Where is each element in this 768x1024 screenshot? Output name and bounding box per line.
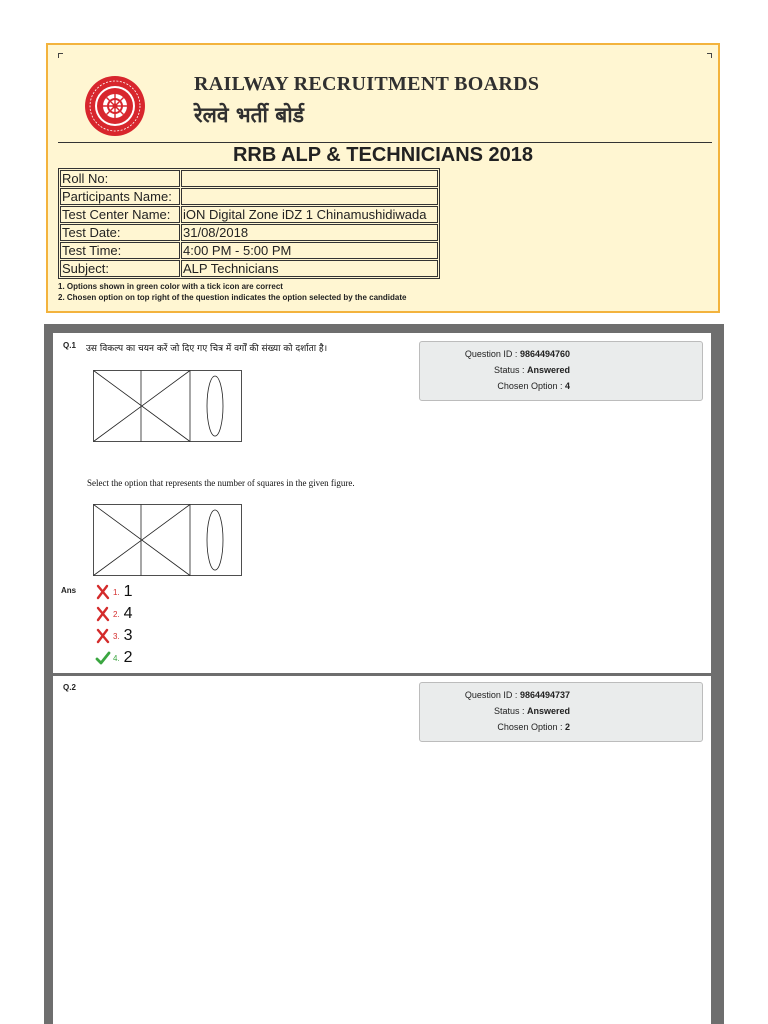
- squares-figure: [93, 370, 243, 442]
- question-id-label: Question ID :: [464, 690, 518, 700]
- participant-name-value: [181, 188, 438, 205]
- table-row: [60, 260, 438, 277]
- question-id-row: [420, 690, 570, 700]
- test-date-label: Test Date:: [60, 224, 180, 241]
- test-date-value: 31/08/2018: [181, 224, 438, 241]
- subject-value: ALP Technicians: [181, 260, 438, 277]
- roll-no-value: [181, 170, 438, 187]
- status-label: Status :: [493, 365, 525, 375]
- question-text-hindi: उस विकल्प का चयन करें जो दिए गए चित्र में वर्गों की संख्या को दर्शाता है।: [86, 344, 328, 354]
- option-value: 4: [123, 605, 133, 622]
- question-card-1: [53, 333, 711, 673]
- answer-option-3: [95, 626, 133, 646]
- status-label: Status :: [493, 706, 525, 716]
- corner-mark: [58, 53, 63, 58]
- exam-title: RRB ALP & TECHNICIANS 2018: [232, 144, 534, 166]
- answer-label: Ans: [61, 586, 77, 595]
- roll-no-label: Roll No:: [60, 170, 180, 187]
- chosen-option-label: Chosen Option :: [497, 722, 563, 732]
- status-row: [420, 706, 570, 716]
- question-text-english: Select the option that represents the number of squares in the given figure.: [87, 478, 355, 488]
- subject-label: Subject:: [60, 260, 180, 277]
- cross-icon: [95, 606, 111, 622]
- corner-mark: [707, 53, 712, 58]
- status-row: [420, 365, 570, 375]
- status-value: Answered: [526, 706, 570, 716]
- question-number: Q.2: [63, 683, 76, 692]
- question-number: Q.1: [63, 341, 76, 350]
- chosen-option-value: 2: [564, 722, 570, 732]
- chosen-option-row: [420, 722, 570, 732]
- cross-icon: [95, 584, 111, 600]
- test-time-label: Test Time:: [60, 242, 180, 259]
- table-row: [60, 242, 438, 259]
- test-time-value: 4:00 PM - 5:00 PM: [181, 242, 438, 259]
- question-id-value: 9864494760: [519, 349, 570, 359]
- table-row: [60, 188, 438, 205]
- option-number: 3.: [113, 631, 120, 641]
- title-divider: [58, 142, 712, 143]
- chosen-option-value: 4: [564, 381, 570, 391]
- table-row: [60, 206, 438, 223]
- exam-header-card: [46, 43, 720, 313]
- question-meta-box: [419, 341, 703, 401]
- table-row: [60, 170, 438, 187]
- test-center-value: iON Digital Zone iDZ 1 Chinamushidiwada: [181, 206, 438, 223]
- candidate-info-table: [58, 168, 440, 279]
- answer-option-2: [95, 604, 133, 624]
- option-value: 2: [123, 649, 133, 666]
- option-number: 1.: [113, 587, 120, 597]
- indian-railways-emblem-icon: [84, 75, 146, 137]
- option-value: 1: [123, 583, 133, 600]
- table-row: [60, 224, 438, 241]
- question-id-label: Question ID :: [464, 349, 518, 359]
- participant-name-label: Participants Name:: [60, 188, 180, 205]
- question-id-row: [420, 349, 570, 359]
- option-number: 4.: [113, 653, 120, 663]
- board-name-english: RAILWAY RECRUITMENT BOARDS: [194, 73, 540, 95]
- test-center-label: Test Center Name:: [60, 206, 180, 223]
- board-name-hindi: रेलवे भर्ती बोर्ड: [194, 103, 304, 127]
- chosen-option-row: [420, 381, 570, 391]
- cross-icon: [95, 628, 111, 644]
- answer-option-1: [95, 582, 133, 602]
- answer-option-4: [95, 648, 133, 668]
- tick-icon: [95, 650, 111, 666]
- legend-note-chosen: 2. Chosen option on top right of the question indicates the option selected by the candidate: [58, 293, 407, 302]
- squares-figure: [93, 504, 243, 576]
- option-number: 2.: [113, 609, 120, 619]
- question-id-value: 9864494737: [519, 690, 570, 700]
- legend-note-correct: 1. Options shown in green color with a tick icon are correct: [58, 282, 283, 291]
- status-value: Answered: [526, 365, 570, 375]
- question-card-2: [53, 676, 711, 1024]
- chosen-option-label: Chosen Option :: [497, 381, 563, 391]
- question-meta-box: [419, 682, 703, 742]
- option-value: 3: [123, 627, 133, 644]
